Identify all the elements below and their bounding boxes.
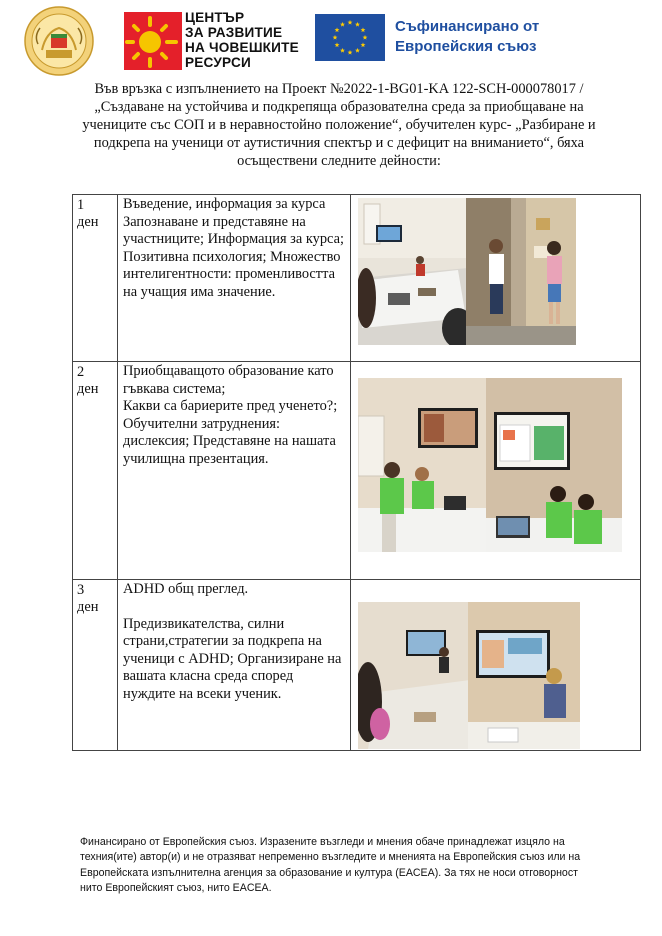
table-row: [73, 580, 641, 751]
day-number: 3: [77, 582, 85, 598]
photo-cell: [351, 195, 641, 362]
hrc-line: РЕСУРСИ: [185, 55, 251, 70]
hrc-line: ЦЕНТЪР: [185, 10, 245, 25]
activity-text: Запознаване и представяне на участниците; Информация за курса; Позитивна психология; Множество интелигентности: променливостта на учащия има значение.: [123, 213, 344, 300]
table-row: [73, 195, 641, 362]
day-cell: [73, 362, 118, 580]
eu-line: Съфинансирано от: [395, 18, 540, 35]
school-emblem-logo: [24, 6, 94, 76]
day-label: ден: [77, 599, 99, 615]
activity-text: Предизвикателства, силни страни,стратегии за подкрепа на ученици с ADHD; Организиране на вашата класна среда според нуждите на всеки ученик.: [123, 615, 342, 702]
hrc-line: ЗА РАЗВИТИЕ: [185, 25, 283, 40]
photo-cell: [351, 580, 641, 751]
day-cell: [73, 580, 118, 751]
activity-text: Приобщаващото образование като гъвкава система;: [123, 363, 334, 397]
description-cell: [118, 195, 351, 362]
table-row: [73, 362, 641, 580]
eu-flag-icon: [315, 14, 385, 61]
activities-table: [72, 194, 641, 751]
activity-text: ADHD общ преглед.: [123, 581, 249, 597]
activity-text: Въведение, информация за курса: [123, 196, 326, 212]
day-cell: [73, 195, 118, 362]
photo-cell: [351, 362, 641, 580]
school-presentation-photo: [358, 378, 488, 552]
human-resources-center-logo-text: [185, 10, 299, 70]
participants-entrance-photo: [466, 198, 576, 345]
eu-disclaimer: Финансирано от Европейския съюз. Изразените възгледи и мнения обаче принадлежат изцяло на техния(ите) автор(и) и не отразяват непременно възгледите и мненията на Европейския съюз или на Европейската изпълнителна агенция за образование и култура (EACEA). За тях не носи отговорност нито Европейският съюз, нито EACEA.: [80, 836, 581, 895]
hrc-line: НА ЧОВЕШКИТЕ: [185, 40, 299, 55]
description-cell: [118, 580, 351, 751]
activity-text: Обучителни затруднения: дислексия; Представяне на нашата училищна презентация.: [123, 415, 336, 467]
day-number: 2: [77, 364, 85, 380]
description-cell: [118, 362, 351, 580]
page-header: [0, 0, 662, 76]
classroom-photo: [358, 198, 468, 345]
day-label: ден: [77, 381, 99, 397]
presentation-screen-photo: [486, 378, 622, 552]
adhd-presenter-photo: [468, 602, 580, 749]
intro-paragraph: Във връзка с изпълнението на Проект №2022-1-BG01-KA 122-SCH-000078017 /„Създаване на устойчива и подкрепяща образователна среда за приобщаване на учениците със СОП и в неравностойно положение“, обучителен курс- „Разбиране и подкрепа на ученици от аутистичния спектър и с дефицит на вниманието“, бяха осъществени следните дейности:: [82, 81, 596, 169]
day-number: 1: [77, 197, 85, 213]
day-label: ден: [77, 214, 99, 230]
activity-text: Какви са бариерите пред ученето?;: [123, 398, 338, 415]
adhd-lecture-photo: [358, 602, 470, 749]
eu-cofunded-label: [395, 17, 539, 57]
human-resources-center-logo-icon: [124, 12, 182, 70]
eu-line: Европейския съюз: [395, 38, 537, 55]
